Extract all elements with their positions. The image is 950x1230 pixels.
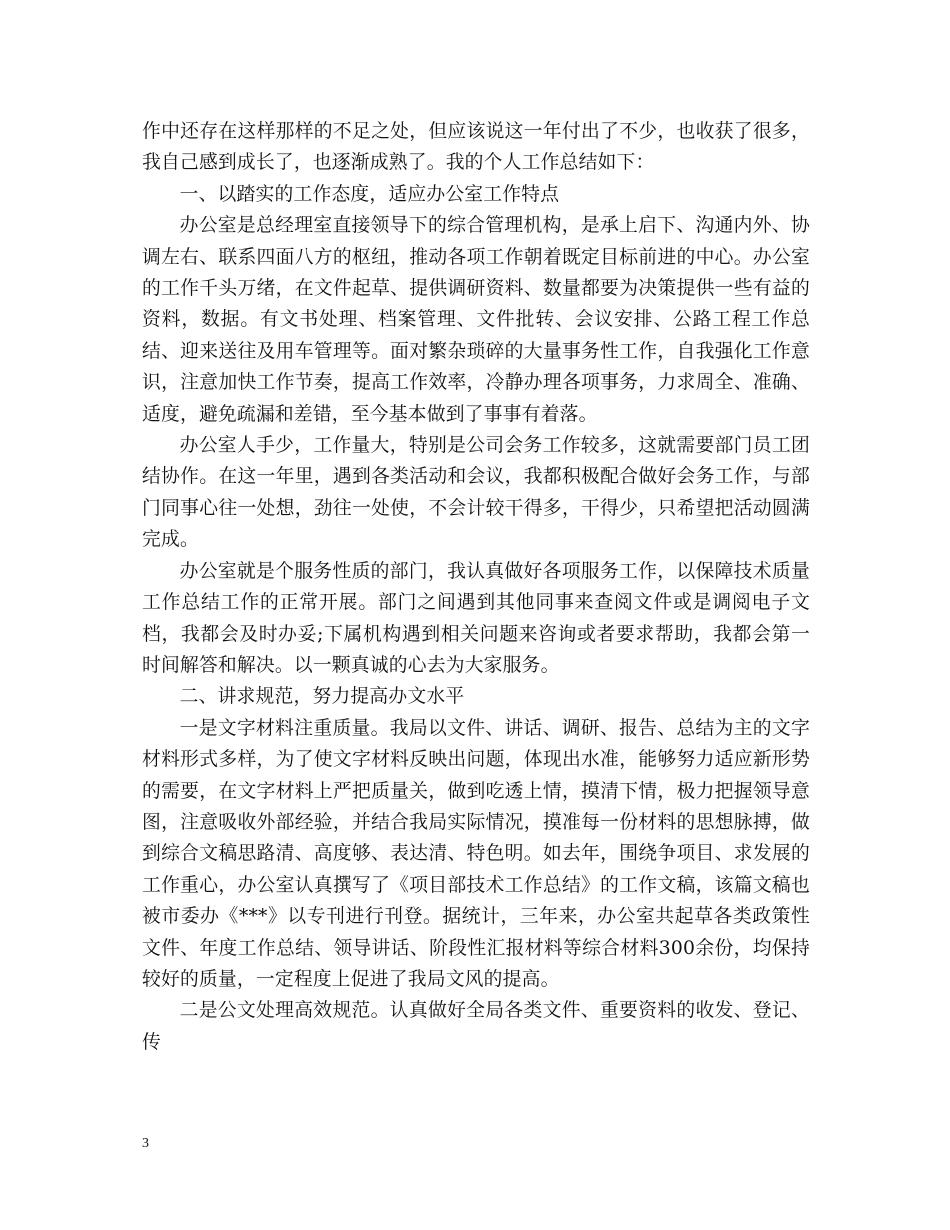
section-heading-1: 一、以踏实的工作态度，适应办公室工作特点 [179, 183, 560, 205]
paragraph: 一是文字材料注重质量。我局以文件、讲话、调研、报告、总结为主的文字材料形式多样，为了使文字材料反映出问题，体现出水准，能够努力适应新形势的需要，在文字材料上严把质量关，做到吃透上情，摸清下情，极力把握领导意图，注意吸收外部经验，并结合我局实际情况，摸准每一份材料的思想脉搏，做到综合文稿思路清、高度够、表达清、特色明。如去年，围绕争项目、求发展的工作重心，办公室认真撰写了《项目部技术工作总结》的工作文稿，该篇文稿也被市委办《***》以专刊进行刊登。据统计，三年来，办公室共起草各类政策性文件、年度工作总结、领导讲话、阶段性汇报材料等综合材料300余份，均保持较好的质量，一定程度上促进了我局文风的提高。 [142, 717, 810, 990]
paragraph: 办公室是总经理室直接领导下的综合管理机构，是承上启下、沟通内外、协调左右、联系四面八方的枢纽，推动各项工作朝着既定目标前进的中心。办公室的工作千头万绪，在文件起草、提供调研资料、数量都要为决策提供一些有益的资料，数据。有文书处理、档案管理、文件批转、会议安排、公路工程工作总结、迎来送往及用车管理等。面对繁杂琐碎的大量事务性工作，自我强化工作意识，注意加快工作节奏，提高工作效率，冷静办理各项事务，力求周全、准确、适度，避免疏漏和差错，至今基本做到了事事有着落。 [142, 215, 810, 425]
paragraph: 办公室人手少，工作量大，特别是公司会务工作较多，这就需要部门员工团结协作。在这一年里，遇到各类活动和会议，我都积极配合做好会务工作，与部门同事心往一处想，劲往一处使，不会计较干得多，干得少，只希望把活动圆满完成。 [142, 435, 810, 551]
page-number: 3 [142, 1136, 149, 1151]
paragraph: 二是公文处理高效规范。认真做好全局各类文件、重要资料的收发、登记、传 [142, 1000, 810, 1053]
paragraph-continuation: 作中还存在这样那样的不足之处，但应该说这一年付出了不少，也收获了很多，我自己感到成长了，也逐渐成熟了。我的个人工作总结如下： [142, 121, 810, 174]
section-heading-2: 二、讲求规范，努力提高办文水平 [179, 686, 465, 708]
document-body [142, 116, 810, 1058]
paragraph: 办公室就是个服务性质的部门，我认真做好各项服务工作，以保障技术质量工作总结工作的正常开展。部门之间遇到其他同事来查阅文件或是调阅电子文档，我都会及时办妥;下属机构遇到相关问题来咨询或者要求帮助，我都会第一时间解答和解决。以一颗真诚的心去为大家服务。 [142, 560, 810, 676]
